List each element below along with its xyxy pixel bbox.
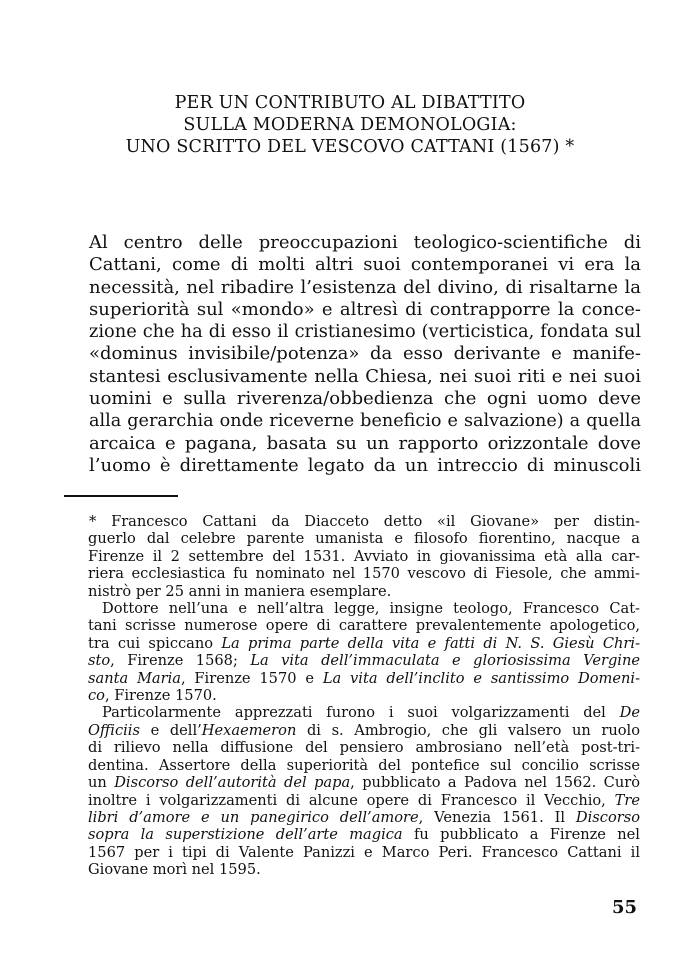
footnote-text: , Firenze 1570 e <box>180 669 323 687</box>
footnote-line <box>88 792 640 809</box>
footnote-text: , Firenze 1570. <box>104 687 217 705</box>
book-title: santa Maria <box>88 669 181 687</box>
book-title: De <box>619 704 640 722</box>
footnote-text: tra cui spiccano <box>88 634 222 652</box>
footnote-line <box>88 722 640 739</box>
book-title: Officiis <box>88 721 140 739</box>
footnote-line <box>88 617 640 634</box>
footnote-line <box>88 670 640 687</box>
footnote-separator <box>64 495 178 497</box>
footnote-text: , Venezia 1561. Il <box>418 808 576 826</box>
footnote-line: * Francesco Cattani da Diacceto detto «il Giovane» per distin- <box>89 513 640 530</box>
footnote-line <box>88 635 640 652</box>
footnote-text: tani scrisse numerose opere di carattere prevalentemente apologetico, <box>88 617 640 635</box>
footnote-text: di s. Ambrogio, che gli valsero un ruolo <box>296 721 640 739</box>
body-line: zione che ha di esso il cristianesimo (verticistica, fondata sul <box>89 321 641 343</box>
book-title: La vita dell’immaculata e gloriosissima Vergine <box>250 652 640 670</box>
footnote-text: Particolarmente apprezzati furono i suoi volgarizzamenti del <box>102 704 620 722</box>
book-title: Discorso <box>575 808 640 826</box>
body-line: Cattani, come di molti altri suoi contemporanei vi era la <box>89 254 641 276</box>
footnote-line <box>88 774 640 791</box>
title-line-2: SULLA MODERNA DEMONOLOGIA: <box>183 115 517 135</box>
footnote-line <box>88 652 640 669</box>
footnote-line <box>88 704 640 721</box>
footnote-text: di rilievo nella diffusione del pensiero ambrosiano nell’età post-tri- <box>88 739 640 757</box>
book-title: La prima parte della vita e fatti di N. S. Giesù Chri- <box>221 634 640 652</box>
book-title: La vita dell’inclito e santissimo Domeni- <box>322 669 640 687</box>
body-line: stantesi esclusivamente nella Chiesa, nei suoi riti e nei suoi <box>89 365 641 387</box>
footnote-text: Giovane morì nel 1595. <box>88 861 261 879</box>
footnote-line <box>88 826 640 843</box>
body-line: arcaica e pagana, basata su un rapporto orizzontale dove <box>89 432 641 454</box>
book-title: co <box>88 687 105 705</box>
footnote-line <box>88 844 640 861</box>
footnote-line: Firenze il 2 settembre del 1531. Avviato in giovanissima età alla car- <box>88 547 640 565</box>
footnote-line: nistrò per 25 anni in maniera esemplare. <box>88 582 392 600</box>
footnote <box>88 513 640 879</box>
footnote-line <box>88 739 640 756</box>
body-line: «dominus invisibile/potenza» da esso derivante e manife- <box>89 343 641 365</box>
footnote-text: 1567 per i tipi di Valente Panizzi e Marco Peri. Francesco Cattani il <box>88 843 640 861</box>
title-line-1: PER UN CONTRIBUTO AL DIBATTITO <box>174 93 526 113</box>
body-line: l’uomo è direttamente legato da un intreccio di minuscoli <box>89 454 641 476</box>
body-line: uomini e sulla riverenza/obbedienza che ogni uomo deve <box>89 388 641 410</box>
book-title: sopra la superstizione dell’arte magica <box>88 826 403 844</box>
body-line: superiorità sul «mondo» e altresì di contrapporre la conce- <box>89 298 641 320</box>
book-title: Discorso dell’autorità del papa <box>114 774 351 792</box>
book-title: sto <box>88 652 111 670</box>
footnote-text: un <box>88 774 115 792</box>
footnote-text: inoltre i volgarizzamenti di alcune opere di Francesco il Vecchio, <box>88 791 615 809</box>
footnote-line <box>88 809 640 826</box>
page-number: 55 <box>612 897 638 918</box>
footnote-text: , pubblicato a Padova nel 1562. Curò <box>350 774 640 792</box>
footnote-text: Dottore nell’una e nell’altra legge, insigne teologo, Francesco Cat- <box>102 600 640 618</box>
body-line: Al centro delle preoccupazioni teologico-scientifiche di <box>89 232 641 253</box>
book-title: Tre <box>614 791 640 809</box>
footnote-text: e dell’ <box>139 721 202 739</box>
footnote-text: fu pubblicato a Firenze nel <box>402 826 640 844</box>
body-line: necessità, nel ribadire l’esistenza del divino, di risaltarne la <box>89 276 641 298</box>
body-line: alla gerarchia onde riceverne beneficio e salvazione) a quella <box>89 411 641 432</box>
footnote-line <box>88 687 640 704</box>
footnote-line <box>88 861 640 878</box>
footnote-line <box>88 757 640 774</box>
footnote-text: dentina. Assertore della superiorità del pontefice sul concilio scrisse <box>88 756 640 774</box>
body-paragraph <box>89 232 641 477</box>
book-title: libri d’amore e un panegirico dell’amore <box>88 808 419 826</box>
footnote-line: guerlo dal celebre parente umanista e filosofo fiorentino, nacque a <box>88 530 640 548</box>
footnote-line: riera ecclesiastica fu nominato nel 1570 vescovo di Fiesole, che ammi- <box>88 565 640 583</box>
footnote-text: , Firenze 1568; <box>110 652 251 670</box>
title-line-3: UNO SCRITTO DEL VESCOVO CATTANI (1567) * <box>125 137 575 157</box>
footnote-line <box>88 600 640 617</box>
article-title <box>60 92 640 158</box>
book-title: Hexaemeron <box>201 721 297 739</box>
